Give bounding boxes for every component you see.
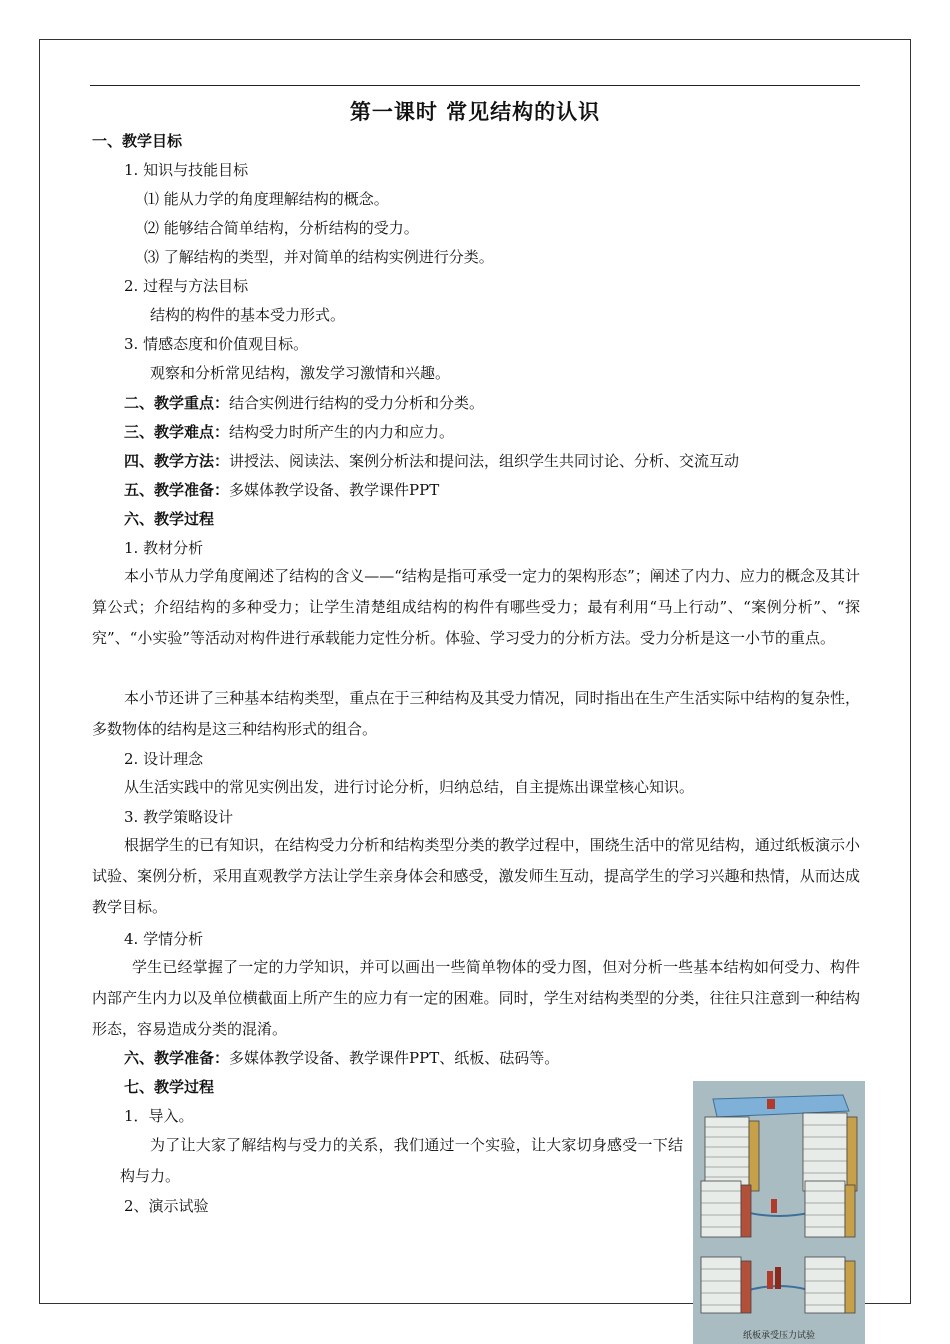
section-1-heading: 一、教学目标 [92,132,183,150]
subheading-design-concept: 2. 设计理念 [124,750,204,768]
section-4-text: 讲授法、阅读法、案例分析法和提问法，组织学生共同讨论、分析、交流互动 [229,452,740,470]
objective-1a: ⑴ 能从力学的角度理解结构的概念。 [144,190,389,208]
section-6-heading: 六、教学过程 [124,510,215,528]
subheading-strategy: 3. 教学策略设计 [124,808,234,826]
objective-2a: 结构的构件的基本受力形式。 [150,306,346,324]
section-5-label: 五、教学准备： [124,481,230,499]
objective-3: 3. 情感态度和价值观目标。 [124,335,309,353]
section-3-text: 结构受力时所产生的内力和应力。 [229,423,455,441]
section-6b-label: 六、教学准备： [124,1049,230,1067]
section-4-label: 四、教学方法： [124,452,230,470]
section-5-text: 多媒体教学设备、教学课件PPT [229,481,440,499]
section-3 [124,422,454,442]
objective-1: 1. 知识与技能目标 [124,161,249,179]
subheading-demo: 2、演示试验 [124,1197,209,1215]
paragraph-strategy: 根据学生的已有知识，在结构受力分析和结构类型分类的教学过程中，围绕生活中的常见结构，通过纸板演示小试验、案例分析，采用直观教学方法让学生亲身体会和感受，激发师生互动，提高学生的学习兴趣和热情，从而达成教学目标。 [92,836,860,916]
section-4 [124,451,739,471]
document-title: 第一课时 常见结构的认识 [349,99,601,124]
objective-1c: ⑶ 了解结构的类型，并对简单的结构实例进行分类。 [144,248,494,266]
section-3-label: 三、教学难点： [124,423,230,441]
objective-1b: ⑵ 能够结合简单结构，分析结构的受力。 [144,219,419,237]
paragraph-intro: 为了让大家了解结构与受力的关系，我们通过一个实验，让大家切身感受一下结构与力。 [120,1136,683,1185]
figure-caption: 纸板承受压力试验 [742,1331,815,1341]
paragraph-learner-analysis: 学生已经掌握了一定的力学知识，并可以画出一些简单物体的受力图，但对分析一些基本结构如何受力、构件内部产生内力以及单位横截面上所产生的应力有一定的困难。同时，学生对结构类型的分类，往往只注意到一种结构形态，容易造成分类的混淆。 [92,958,860,1038]
section-6b-text: 多媒体教学设备、教学课件PPT、纸板、砝码等。 [229,1049,560,1067]
section-5 [124,480,439,500]
section-2-text: 结合实例进行结构的受力分析和分类。 [229,394,485,412]
subheading-intro: 1．导入。 [124,1107,194,1125]
subheading-learner-analysis: 4. 学情分析 [124,930,204,948]
subheading-textbook-analysis: 1. 教材分析 [124,539,204,557]
objective-2: 2. 过程与方法目标 [124,277,249,295]
paragraph-textbook-1: 本小节从力学角度阐述了结构的含义——“结构是指可承受一定力的架构形态”；阐述了内力、应力的概念及其计算公式；介绍结构的多种受力；让学生清楚组成结构的构件有哪些受力；最有利用“马上行动”、“案例分析”、“探究”、“小实验”等活动对构件进行承载能力定性分析。体验、学习受力的分析方法。受力分析是这一小节的重点。 [92,567,860,647]
section-7-heading: 七、教学过程 [124,1078,215,1096]
header-rule [90,85,860,86]
paragraph-textbook-2: 本小节还讲了三种基本结构类型，重点在于三种结构及其受力情况，同时指出在生产生活实际中结构的复杂性，多数物体的结构是这三种结构形式的组合。 [92,689,860,738]
section-2-label: 二、教学重点： [124,394,230,412]
objective-3a: 观察和分析常见结构，激发学习激情和兴趣。 [150,364,451,382]
paragraph-design-concept: 从生活实践中的常见实例出发，进行讨论分析，归纳总结，自主提炼出课堂核心知识。 [124,778,695,796]
book-stack-illustration [693,1081,865,1344]
cardboard-pressure-test-figure [693,1081,865,1344]
section-6b [124,1048,559,1068]
section-2 [124,393,484,413]
